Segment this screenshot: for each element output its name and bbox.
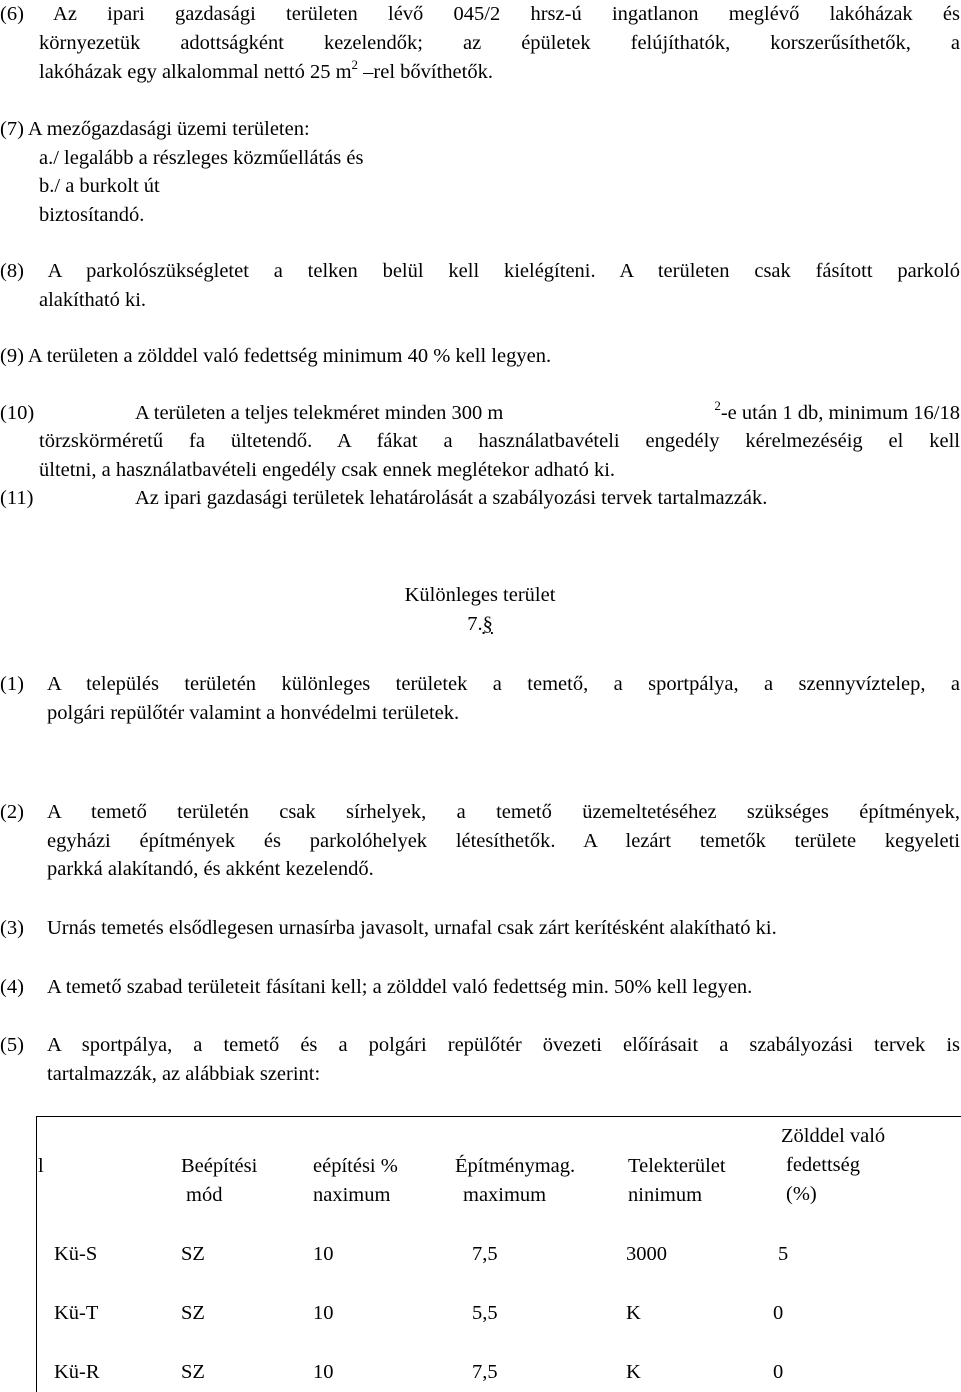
p8-line1: (8) A parkolószükségletet a telken belül kell kielégíteni. A területen csak fásított parkoló: [0, 260, 960, 282]
table-row-2-cell-4: 5,5: [472, 1302, 498, 1324]
table-row-1-cell-5: 3000: [626, 1243, 667, 1265]
header-cell-2-line1: Beépítési: [181, 1155, 258, 1177]
header-cell-5-line1: Telekterület: [628, 1155, 726, 1177]
p6-line1: (6) Az ipari gazdasági területen lévő 045/2 hrsz-ú ingatlanon meglévő lakóházak és: [0, 3, 960, 25]
header-cell-3-line1: eépítési %: [313, 1155, 398, 1177]
p7-closing: biztosítandó.: [39, 204, 145, 226]
table-row-2-cell-3: 10: [313, 1302, 334, 1324]
s5-line2: tartalmazzák, az alábbiak szerint:: [47, 1063, 321, 1085]
p6-line3-text-b: –rel bővíthetők.: [358, 61, 493, 83]
p7-item-b: b./ a burkolt út: [39, 175, 160, 197]
table-row-3-cell-5: K: [626, 1361, 641, 1383]
table-row-1-cell-1: Kü-S: [54, 1243, 98, 1265]
p6-line3-text: lakóházak egy alkalommal nettó 25 m: [39, 61, 352, 83]
s2-line3: parkká alakítandó, és akként kezelendő.: [47, 858, 374, 880]
p10-line1-rest: [714, 399, 960, 428]
s1-number: (1): [0, 673, 24, 695]
table-row-2-cell-6: 0: [773, 1302, 784, 1324]
s4-number: (4): [0, 976, 24, 998]
table-row-2-cell-1: Kü-T: [54, 1302, 99, 1324]
s5-number: (5): [0, 1034, 24, 1056]
header-cell-5: [628, 1152, 778, 1210]
p8-line2: alakítható ki.: [39, 289, 147, 311]
table-row-1-cell-3: 10: [313, 1243, 334, 1265]
section-title: Különleges terület: [404, 584, 556, 606]
table-row-3-cell-1: Kü-R: [54, 1361, 100, 1383]
header-cell-4-line2: maximum: [463, 1184, 547, 1206]
table-row-1-cell-2: SZ: [181, 1243, 205, 1265]
s4-line1: A temető szabad területeit fásítani kell; a zölddel való fedettség min. 50% kell legyen.: [47, 976, 753, 998]
header-cell-3: [313, 1152, 453, 1210]
s2-line1: A temető területén csak sírhelyek, a temető üzemeltetéséhez szükséges építmények,: [47, 801, 960, 823]
p10-line1: [135, 399, 960, 428]
p10-sup: 2: [714, 398, 721, 414]
header-cell-2-line2: mód: [186, 1184, 223, 1206]
p10-line1-text-b: -e után 1 db, minimum 16/18: [720, 402, 960, 424]
header-cell-4: [455, 1152, 625, 1210]
p11-text: Az ipari gazdasági területek lehatárolását a szabályozási tervek tartalmazzák.: [135, 487, 768, 509]
s1-line2: polgári repülőtér valamint a honvédelmi területek.: [47, 702, 460, 724]
table-row-2-cell-5: K: [626, 1302, 641, 1324]
table-row-1-cell-6: 5: [778, 1243, 789, 1265]
table-row-3-cell-3: 10: [313, 1361, 334, 1383]
table-row-2-cell-2: SZ: [181, 1302, 205, 1324]
p10-line1-text-a: A területen a teljes telekméret minden 300 m: [135, 402, 504, 424]
p10-number: (10): [0, 402, 35, 424]
header-cell-5-line2: ninimum: [628, 1184, 703, 1206]
header-cell-6-line1: Zölddel való: [781, 1125, 886, 1147]
header-cell-2: [181, 1152, 291, 1210]
p7-item-a: a./ legalább a részleges közműellátás és: [39, 147, 364, 169]
header-cell-4-line1: Építménymag.: [455, 1155, 576, 1177]
header-cell-6-line2: fedettség: [786, 1154, 860, 1176]
s2-number: (2): [0, 801, 24, 823]
s5-line1: A sportpálya, a temető és a polgári repülőtér övezeti előírásait a szabályozási tervek is: [47, 1034, 960, 1056]
header-cell-1: l: [38, 1155, 44, 1177]
s3-line1: Urnás temetés elsődlegesen urnasírba javasolt, urnafal csak zárt kerítésként alakítható ki.: [47, 917, 777, 939]
section-number-text: 7.: [467, 613, 483, 635]
s2-line2: egyházi építmények és parkolóhelyek létesíthetők. A lezárt temetők területe kegyeleti: [47, 830, 960, 852]
s1-line1: A település területén különleges területek a temető, a sportpálya, a szennyvíztelep, a: [47, 673, 960, 695]
p7-heading: (7) A mezőgazdasági üzemi területen:: [0, 118, 310, 140]
section-number: [0, 610, 960, 639]
table-row-3-cell-4: 7,5: [472, 1361, 498, 1383]
p6-line3: [39, 58, 493, 87]
paragraph-symbol: §: [482, 613, 493, 635]
s3-number: (3): [0, 917, 24, 939]
p9-line1: (9) A területen a zölddel való fedettség minimum 40 % kell legyen.: [0, 345, 552, 367]
table-row-3-cell-2: SZ: [181, 1361, 205, 1383]
p11-number: (11): [0, 487, 34, 509]
header-cell-3-line2: naximum: [313, 1184, 391, 1206]
header-cell-6-line3: (%): [786, 1183, 817, 1205]
p10-line3: ültetni, a használatbavételi engedély csak ennek meglétekor adható ki.: [39, 459, 616, 481]
table-row-3-cell-6: 0: [773, 1361, 784, 1383]
p10-line2: törzskörméretű fa ültetendő. A fákat a használatbavételi engedély kérelmezéséig el kell: [39, 430, 960, 452]
header-cell-6: [781, 1122, 960, 1209]
p6-line3-sup: 2: [351, 57, 359, 73]
p6-line2: környezetük adottságként kezelendők; az épületek felújíthatók, korszerűsíthetők, a: [39, 32, 960, 54]
table-row-1-cell-4: 7,5: [472, 1243, 498, 1265]
